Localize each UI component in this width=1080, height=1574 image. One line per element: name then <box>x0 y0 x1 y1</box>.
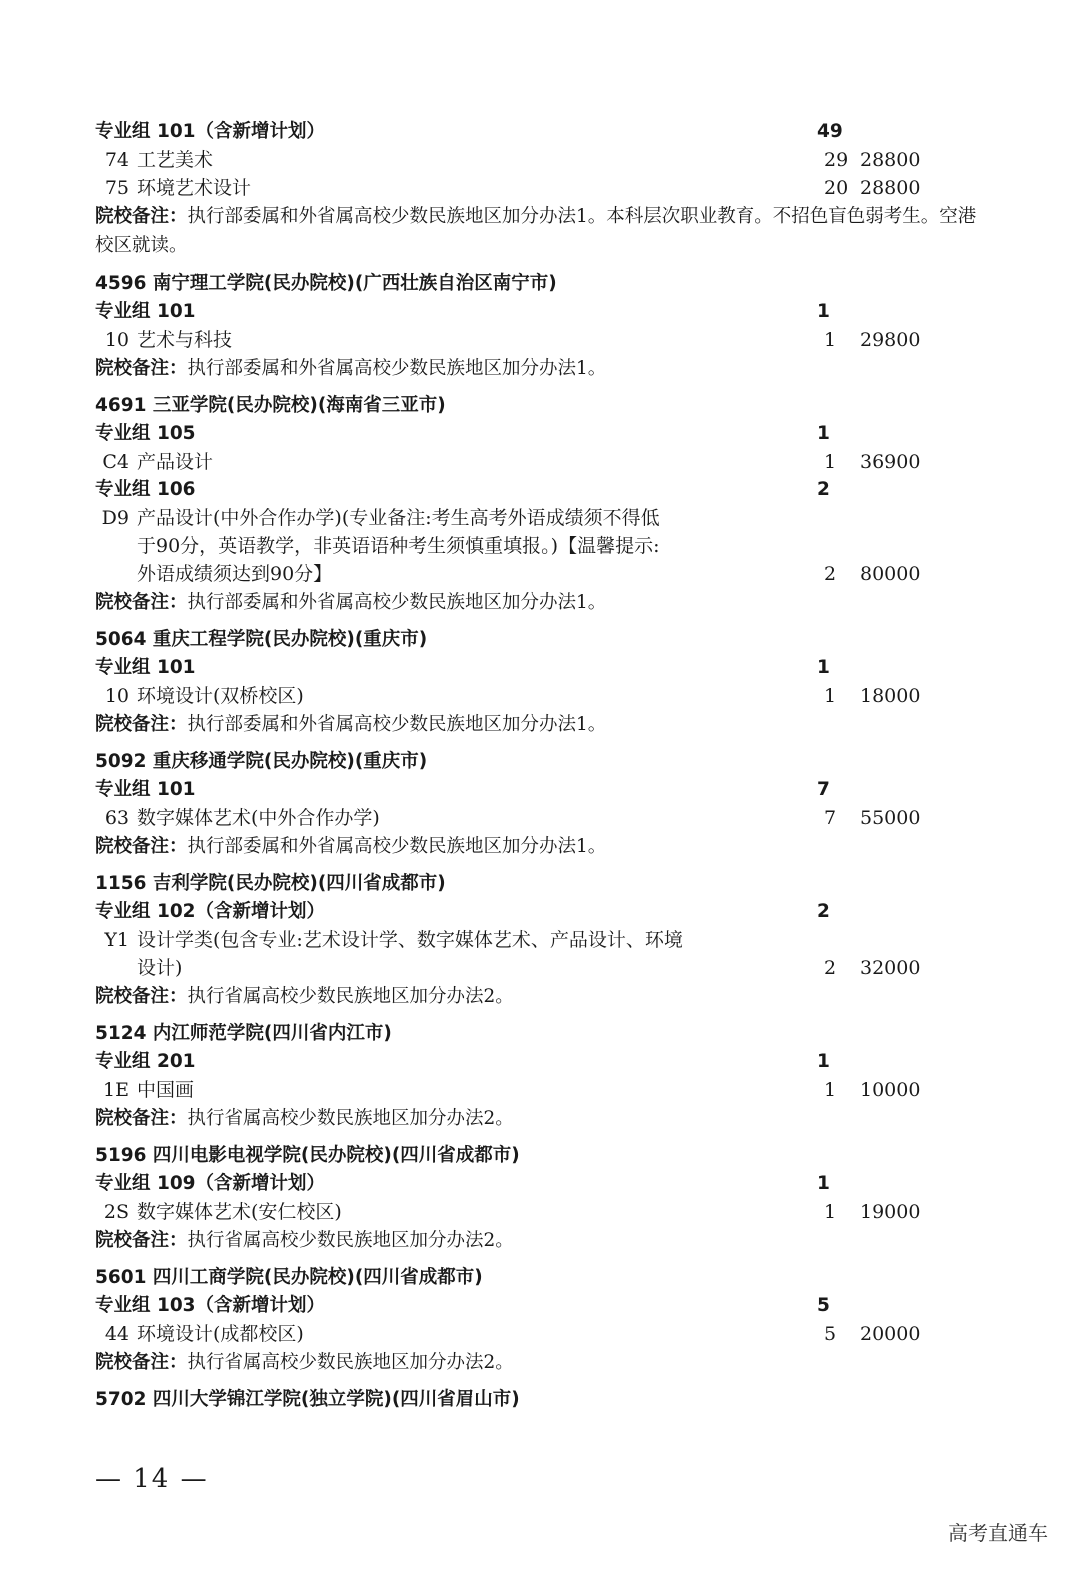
plan-count: 1 <box>824 1079 837 1101</box>
major-code: 74 <box>104 149 129 171</box>
major-row <box>95 1320 995 1348</box>
major-group-row <box>95 1292 995 1320</box>
major-group-row <box>95 298 995 326</box>
page-number: — 14 — <box>95 1464 209 1494</box>
major-name: 设计学类(包含专业:艺术设计学、数字媒体艺术、产品设计、环境 <box>137 929 683 951</box>
major-name: 工艺美术 <box>137 149 214 171</box>
tuition-fee: 10000 <box>860 1079 921 1101</box>
note-label: 院校备注： <box>95 986 188 1007</box>
institution-header: 5196 四川电影电视学院(民办院校)(四川省成都市) <box>95 1145 520 1166</box>
plan-count: 20 <box>824 177 849 199</box>
institution-note <box>95 354 995 382</box>
major-group-count: 1 <box>817 1173 830 1194</box>
document-body <box>95 118 995 1414</box>
major-group-count: 1 <box>817 657 830 678</box>
tuition-fee: 80000 <box>860 563 921 585</box>
note-label: 院校备注： <box>95 836 188 857</box>
note-label: 院校备注： <box>95 592 188 613</box>
major-group-count: 1 <box>817 1051 830 1072</box>
major-name: 环境设计(成都校区) <box>137 1323 304 1345</box>
institution-header: 4691 三亚学院(民办院校)(海南省三亚市) <box>95 395 446 416</box>
major-group-count: 5 <box>817 1295 830 1316</box>
major-row <box>95 804 995 832</box>
institution-header: 5124 内江师范学院(四川省内江市) <box>95 1023 392 1044</box>
major-group-row <box>95 420 995 448</box>
plan-count: 1 <box>824 451 837 473</box>
major-group-title: 专业组 105 <box>95 423 196 444</box>
major-row <box>95 448 995 476</box>
major-group-title: 专业组 101 <box>95 779 196 800</box>
tuition-fee: 18000 <box>860 685 921 707</box>
institution-note <box>95 1104 995 1132</box>
institution-note <box>95 588 995 616</box>
major-row <box>95 504 995 532</box>
major-name: 外语成绩须达到90分】 <box>137 563 333 585</box>
plan-count: 29 <box>824 149 849 171</box>
tuition-fee: 28800 <box>860 177 921 199</box>
major-group-count: 1 <box>817 301 830 322</box>
major-name: 设计) <box>137 957 183 979</box>
major-code: C4 <box>102 451 129 473</box>
major-row <box>95 1198 995 1226</box>
major-row <box>95 954 995 982</box>
major-code: 10 <box>104 685 129 707</box>
major-group-count: 49 <box>817 121 843 142</box>
major-group-row <box>95 118 995 146</box>
plan-count: 1 <box>824 1201 837 1223</box>
watermark-text: 高考直通车 <box>948 1521 1048 1545</box>
major-group-title: 专业组 201 <box>95 1051 196 1072</box>
major-code: 63 <box>104 807 129 829</box>
institution-note <box>95 710 995 738</box>
tuition-fee: 28800 <box>860 149 921 171</box>
major-row <box>95 682 995 710</box>
major-name: 环境艺术设计 <box>137 177 252 199</box>
major-row <box>95 326 995 354</box>
major-group-title: 专业组 102（含新增计划） <box>95 901 326 922</box>
note-text: 执行省属高校少数民族地区加分办法2。 <box>187 1352 514 1373</box>
major-code: Y1 <box>104 929 129 951</box>
institution-header: 5601 四川工商学院(民办院校)(四川省成都市) <box>95 1267 483 1288</box>
note-label: 院校备注： <box>95 358 188 379</box>
major-row <box>95 1076 995 1104</box>
note-text: 执行省属高校少数民族地区加分办法2。 <box>187 1230 514 1251</box>
plan-count: 2 <box>824 957 837 979</box>
major-name: 于90分，英语教学，非英语语种考生须慎重填报。)【温馨提示: <box>137 535 660 557</box>
tuition-fee: 32000 <box>860 957 921 979</box>
note-label: 院校备注： <box>95 1108 188 1129</box>
major-code: 2S <box>103 1201 129 1223</box>
note-text: 执行省属高校少数民族地区加分办法2。 <box>187 1108 514 1129</box>
major-name: 数字媒体艺术(中外合作办学) <box>137 807 380 829</box>
plan-count: 5 <box>824 1323 837 1345</box>
major-group-count: 1 <box>817 423 830 444</box>
plan-count: 1 <box>824 685 837 707</box>
institution-note <box>95 202 985 260</box>
tuition-fee: 36900 <box>860 451 921 473</box>
institution-header: 5092 重庆移通学院(民办院校)(重庆市) <box>95 751 428 772</box>
major-group-row <box>95 1170 995 1198</box>
major-code: 75 <box>104 177 129 199</box>
major-group-title: 专业组 106 <box>95 479 196 500</box>
major-group-title: 专业组 101 <box>95 301 196 322</box>
note-text: 执行省属高校少数民族地区加分办法2。 <box>187 986 514 1007</box>
major-group-title: 专业组 109（含新增计划） <box>95 1173 326 1194</box>
major-group-row <box>95 654 995 682</box>
institution-header: 5702 四川大学锦江学院(独立学院)(四川省眉山市) <box>95 1389 520 1410</box>
major-name: 艺术与科技 <box>137 329 233 351</box>
note-text: 执行部委属和外省属高校少数民族地区加分办法1。 <box>187 592 607 613</box>
major-name: 数字媒体艺术(安仁校区) <box>137 1201 342 1223</box>
major-name: 产品设计(中外合作办学)(专业备注:考生高考外语成绩须不得低 <box>137 507 660 529</box>
major-row <box>95 560 995 588</box>
major-name: 环境设计(双桥校区) <box>137 685 304 707</box>
major-group-row <box>95 898 995 926</box>
major-name: 中国画 <box>137 1079 195 1101</box>
institution-note <box>95 1226 995 1254</box>
major-name: 产品设计 <box>137 451 214 473</box>
major-row <box>95 926 995 954</box>
note-text: 执行部委属和外省属高校少数民族地区加分办法1。 <box>187 358 607 379</box>
institution-header: 5064 重庆工程学院(民办院校)(重庆市) <box>95 629 428 650</box>
major-code: 44 <box>104 1323 129 1345</box>
plan-count: 7 <box>824 807 837 829</box>
major-row <box>95 146 995 174</box>
plan-count: 2 <box>824 563 837 585</box>
tuition-fee: 20000 <box>860 1323 921 1345</box>
major-group-title: 专业组 101 <box>95 657 196 678</box>
major-code: 1E <box>103 1079 129 1101</box>
major-group-title: 专业组 103（含新增计划） <box>95 1295 326 1316</box>
institution-note <box>95 982 995 1010</box>
tuition-fee: 55000 <box>860 807 921 829</box>
major-group-count: 7 <box>817 779 830 800</box>
major-code: 10 <box>104 329 129 351</box>
major-group-title: 专业组 101（含新增计划） <box>95 121 326 142</box>
major-row <box>95 532 995 560</box>
institution-note <box>95 832 995 860</box>
note-label: 院校备注： <box>95 206 188 227</box>
tuition-fee: 29800 <box>860 329 921 351</box>
major-group-row <box>95 1048 995 1076</box>
major-group-row <box>95 776 995 804</box>
major-row <box>95 174 995 202</box>
major-group-count: 2 <box>817 901 830 922</box>
note-text: 执行部委属和外省属高校少数民族地区加分办法1。 <box>187 836 607 857</box>
tuition-fee: 19000 <box>860 1201 921 1223</box>
note-text: 执行部委属和外省属高校少数民族地区加分办法1。本科层次职业教育。不招色盲色弱考生。空港校区就读。 <box>95 206 977 256</box>
note-text: 执行部委属和外省属高校少数民族地区加分办法1。 <box>187 714 607 735</box>
major-group-row <box>95 476 995 504</box>
note-label: 院校备注： <box>95 1230 188 1251</box>
institution-header: 1156 吉利学院(民办院校)(四川省成都市) <box>95 873 446 894</box>
institution-header: 4596 南宁理工学院(民办院校)(广西壮族自治区南宁市) <box>95 273 557 294</box>
note-label: 院校备注： <box>95 1352 188 1373</box>
plan-count: 1 <box>824 329 837 351</box>
institution-note <box>95 1348 995 1376</box>
major-group-count: 2 <box>817 479 830 500</box>
note-label: 院校备注： <box>95 714 188 735</box>
major-code: D9 <box>101 507 129 529</box>
